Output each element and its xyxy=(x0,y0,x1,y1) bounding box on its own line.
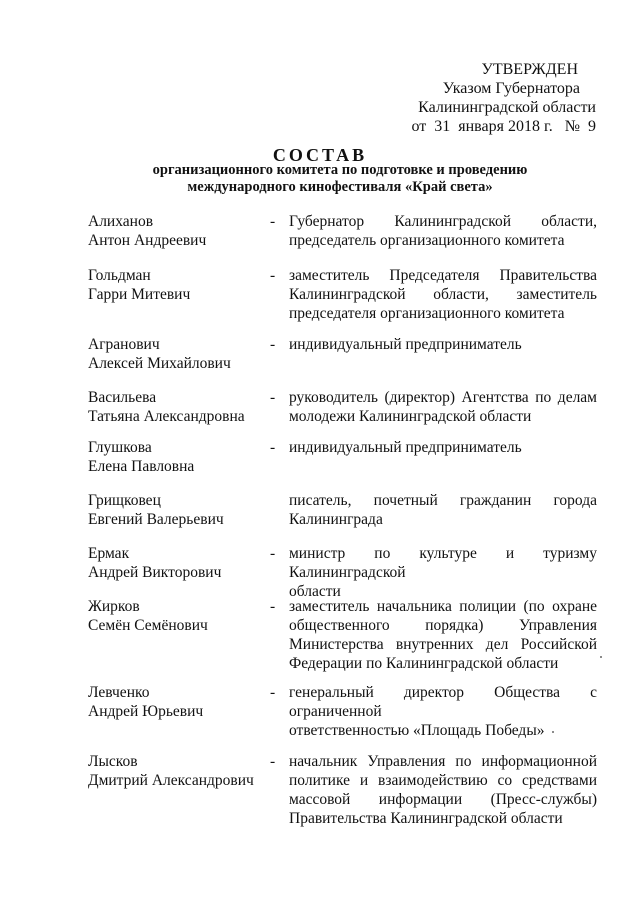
position-line: Губернатор Калининградской области, xyxy=(289,213,597,230)
subtitle-line-2: международного кинофестиваля «Край света» xyxy=(187,179,493,195)
scan-speck xyxy=(552,731,554,733)
position-line: председатель организационного комитета xyxy=(289,232,565,249)
position-line: заместитель начальника полиции (по охране xyxy=(289,598,597,615)
position-line: генеральный директор Общества с ограниченной xyxy=(289,684,597,720)
member-position xyxy=(289,683,597,740)
member-given-names: Гарри Митевич xyxy=(88,286,191,303)
position-line: политике и взаимодействию со средствами xyxy=(289,772,597,789)
member-name xyxy=(88,335,268,373)
position-line: молодежи Калининградской области xyxy=(289,408,532,425)
position-line: индивидуальный предприниматель xyxy=(289,336,522,353)
member-name xyxy=(88,266,268,304)
member-name xyxy=(88,491,268,529)
position-line: Калининградской области, заместитель xyxy=(289,286,597,303)
member-dash: - xyxy=(270,753,276,770)
approval-heading: УТВЕРЖДЕН xyxy=(481,61,578,78)
member-surname: Левченко xyxy=(88,684,150,701)
position-line: Министерства внутренних дел Российской xyxy=(289,636,597,653)
member-position xyxy=(289,335,597,354)
member-given-names: Елена Павловна xyxy=(88,458,195,475)
position-line: Калининграда xyxy=(289,511,383,528)
approval-by-decree: Указом Губернатора xyxy=(442,80,580,97)
member-name xyxy=(88,544,268,582)
member-position xyxy=(289,388,597,426)
member-position xyxy=(289,438,597,457)
member-name xyxy=(88,597,268,635)
approval-stamp xyxy=(411,60,596,136)
member-position xyxy=(289,212,597,250)
member-surname: Агранович xyxy=(88,336,160,353)
member-surname: Гольдман xyxy=(88,267,151,284)
member-surname: Жирков xyxy=(88,598,140,615)
approval-date-number: от 31 января 2018 г. № 9 xyxy=(411,118,596,135)
member-name xyxy=(88,438,268,476)
member-dash: - xyxy=(270,545,276,562)
position-line: заместитель Председателя Правительства xyxy=(289,267,597,284)
member-position xyxy=(289,266,597,323)
member-dash: - xyxy=(270,598,276,615)
member-name xyxy=(88,212,268,250)
member-given-names: Евгений Валерьевич xyxy=(88,511,224,528)
position-line: массовой информации (Пресс-службы) xyxy=(289,791,597,808)
member-surname: Ермак xyxy=(88,545,130,562)
position-line: Правительства Калининградской области xyxy=(289,810,563,827)
member-given-names: Семён Семёнович xyxy=(88,617,208,634)
member-dash: - xyxy=(270,267,276,284)
member-surname: Алиханов xyxy=(88,213,154,230)
member-dash: - xyxy=(270,336,276,353)
member-name xyxy=(88,752,268,790)
position-line: министр по культуре и туризму Калининградской xyxy=(289,545,597,581)
member-given-names: Алексей Михайлович xyxy=(88,355,231,372)
position-line: председателя организационного комитета xyxy=(289,305,565,322)
document-title: СОСТАВ xyxy=(272,145,368,165)
member-position xyxy=(289,491,597,529)
scan-speck xyxy=(600,656,602,658)
member-position xyxy=(289,752,597,828)
member-given-names: Андрей Викторович xyxy=(88,564,222,581)
member-given-names: Татьяна Александровна xyxy=(88,408,245,425)
approval-region: Калининградской области xyxy=(418,99,596,116)
position-line: руководитель (директор) Агентства по делам xyxy=(289,389,597,406)
position-line: писатель, почетный гражданин города xyxy=(289,492,597,509)
member-name xyxy=(88,388,268,426)
member-surname: Глушкова xyxy=(88,439,152,456)
position-line: индивидуальный предприниматель xyxy=(289,439,522,456)
member-surname: Грищковец xyxy=(88,492,161,509)
position-line: Федерации по Калининградской области xyxy=(289,655,559,672)
member-dash: - xyxy=(270,389,276,406)
position-line: общественного порядка) Управления xyxy=(289,617,597,634)
member-given-names: Андрей Юрьевич xyxy=(88,703,204,720)
member-dash: - xyxy=(270,684,276,701)
member-surname: Васильева xyxy=(88,389,157,406)
position-line: начальник Управления по информационной xyxy=(289,753,597,770)
member-given-names: Дмитрий Александрович xyxy=(88,772,254,789)
member-position xyxy=(289,597,597,673)
member-surname: Лысков xyxy=(88,753,138,770)
member-name xyxy=(88,683,268,721)
document-subtitle xyxy=(40,162,640,196)
member-dash: - xyxy=(270,213,276,230)
position-line: области xyxy=(289,583,341,600)
member-given-names: Антон Андреевич xyxy=(88,232,207,249)
subtitle-line-1: организационного комитета по подготовке и проведению xyxy=(152,162,528,178)
member-dash: - xyxy=(270,439,276,456)
position-line: ответственностью «Площадь Победы» xyxy=(289,722,545,739)
member-position xyxy=(289,544,597,601)
